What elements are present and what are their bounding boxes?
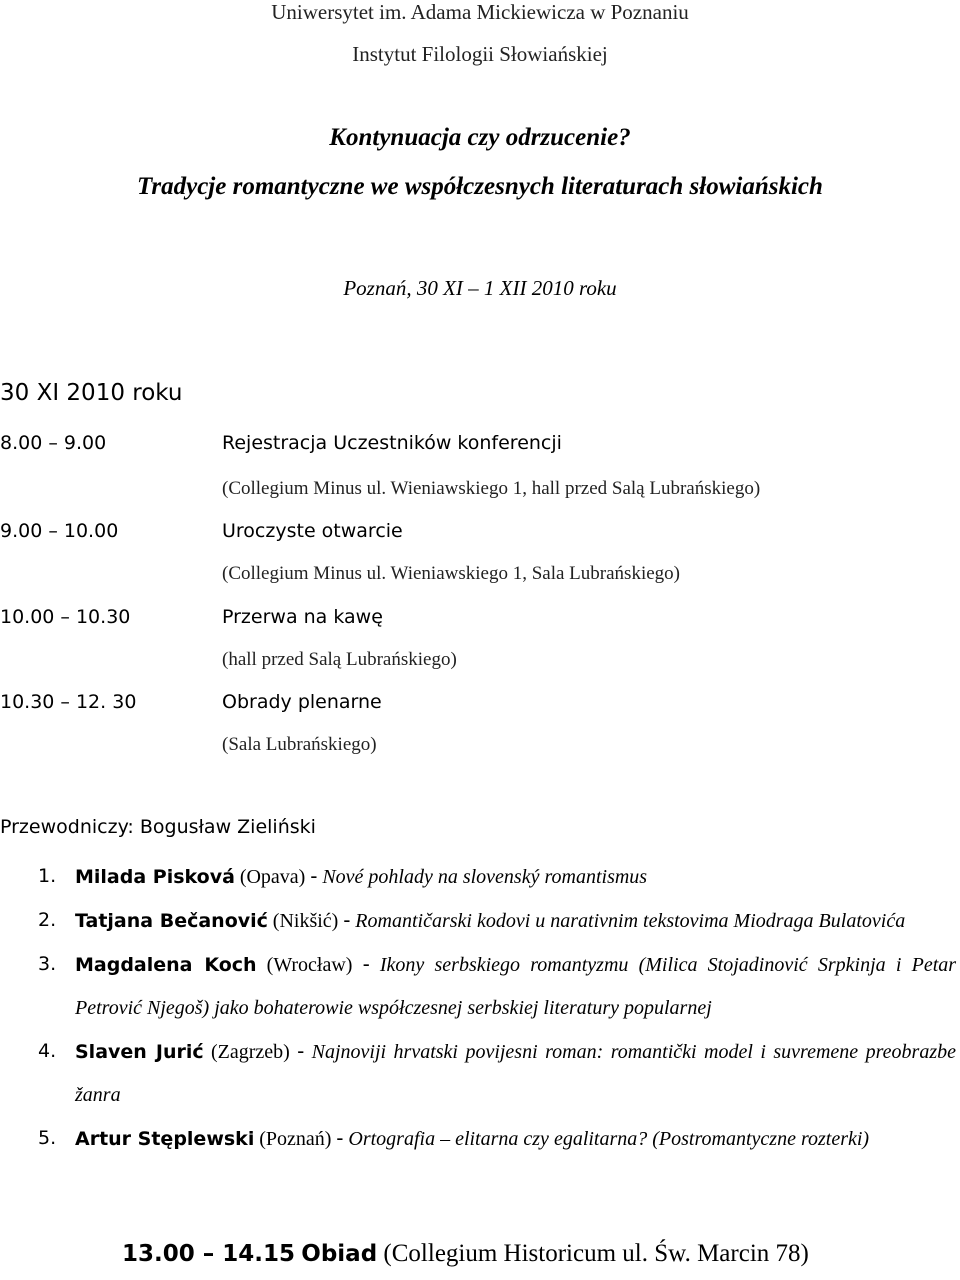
schedule-location: (hall przed Salą Lubrańskiego): [222, 649, 457, 670]
talk-author: Magdalena Koch: [75, 954, 257, 976]
talk-separator: -: [336, 1126, 344, 1150]
talk-author: Milada Pisková: [75, 866, 235, 888]
session-chair: Przewodniczy: Bogusław Zieliński: [0, 816, 316, 838]
talk-title: Najnoviji hrvatski povijesni roman: romantički model i suvremene preobrazbe žanra: [75, 1041, 956, 1106]
university-name: Uniwersytet im. Adama Mickiewicza w Poznaniu: [271, 0, 689, 24]
schedule-location: (Collegium Minus ul. Wieniawskiego 1, Sala Lubrańskiego): [222, 563, 680, 584]
talk-city: (Nikšić): [272, 910, 339, 932]
talk-city: (Wrocław): [266, 954, 353, 976]
talk-city: (Poznań): [259, 1128, 332, 1150]
list-item: [0, 855, 956, 899]
conference-title-line2: Tradycje romantyczne we współczesnych literaturach słowiańskich: [137, 173, 823, 200]
schedule-time: 10.30 – 12. 30: [0, 691, 137, 713]
institute-name: Instytut Filologii Słowiańskiej: [352, 42, 608, 66]
schedule-title: Przerwa na kawę: [222, 606, 383, 628]
talk-number: 1.: [38, 865, 57, 887]
talk-separator: -: [343, 908, 351, 932]
talk-separator: -: [362, 952, 370, 976]
list-item: [0, 1030, 956, 1117]
talk-city: (Opava): [239, 866, 306, 888]
talk-number: 3.: [38, 953, 57, 975]
schedule-location: (Collegium Minus ul. Wieniawskiego 1, hall przed Salą Lubrańskiego): [222, 478, 761, 499]
schedule-time: 10.00 – 10.30: [0, 606, 131, 628]
talk-list: [0, 855, 956, 1161]
talk-number: 2.: [38, 909, 57, 931]
schedule-time: 9.00 – 10.00: [0, 520, 119, 542]
day-heading: 30 XI 2010 roku: [0, 380, 183, 406]
schedule-title: Rejestracja Uczestników konferencji: [222, 432, 562, 454]
lunch-label: Obiad: [301, 1241, 378, 1267]
talk-title: Ortografia – elitarna czy egalitarna? (Postromantyczne rozterki): [348, 1128, 870, 1150]
talk-title: Nové pohlady na slovenský romantismus: [322, 866, 648, 888]
talk-title: Ikony serbskiego romantyzmu (Milica Stojadinović Srpkinja i Petar Petrović Njegoš) jako bohaterowie współczesnej serbskiej literatury popularnej: [75, 954, 957, 1019]
list-item: [0, 1117, 956, 1161]
lunch-location: (Collegium Historicum ul. Św. Marcin 78): [383, 1240, 809, 1267]
list-item: [0, 943, 956, 1030]
talk-title: Romantičarski kodovi u narativnim tekstovima Miodraga Bulatovića: [355, 910, 906, 932]
list-item: [0, 899, 956, 943]
talk-number: 5.: [38, 1127, 57, 1149]
schedule-title: Obrady plenarne: [222, 691, 382, 713]
talk-city: (Zagrzeb): [210, 1041, 290, 1063]
talk-separator: -: [297, 1039, 305, 1063]
schedule-title: Uroczyste otwarcie: [222, 520, 403, 542]
talk-separator: -: [310, 864, 318, 888]
lunch-line: [122, 1240, 809, 1268]
talk-author: Slaven Jurić: [75, 1041, 204, 1063]
lunch-time: 13.00 – 14.15: [122, 1241, 296, 1267]
talk-number: 4.: [38, 1040, 57, 1062]
schedule-location: (Sala Lubrańskiego): [222, 734, 377, 755]
schedule-time: 8.00 – 9.00: [0, 432, 107, 454]
talk-author: Artur Stęplewski: [75, 1128, 255, 1150]
conference-title-line1: Kontynuacja czy odrzucenie?: [329, 124, 631, 151]
talk-author: Tatjana Bečanović: [75, 910, 268, 932]
place-and-date: Poznań, 30 XI – 1 XII 2010 roku: [343, 276, 617, 300]
